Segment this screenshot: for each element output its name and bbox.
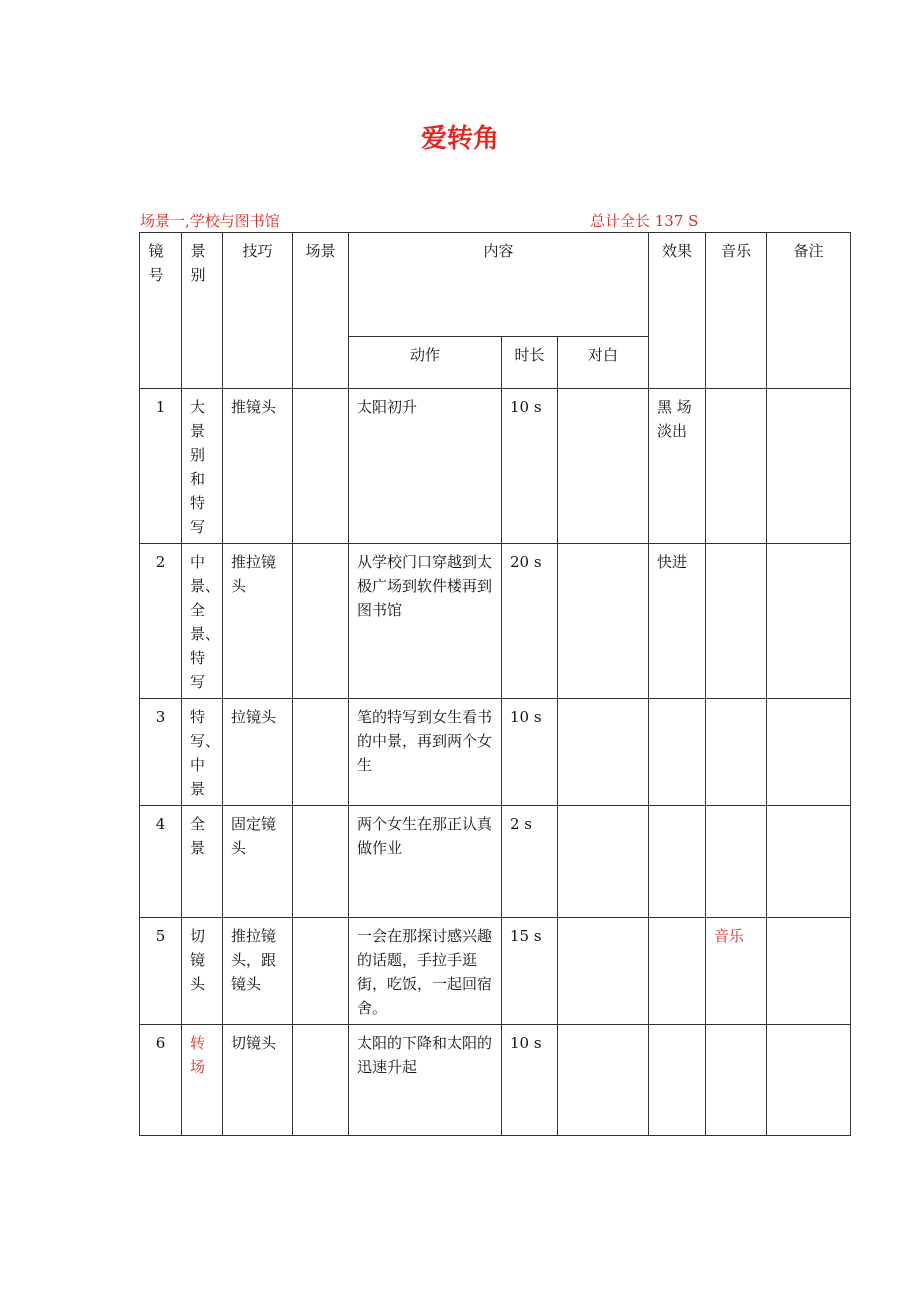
- cell-shot-type: 中景、全景、特写: [182, 544, 223, 699]
- cell-music: [706, 544, 767, 699]
- header-scene: 场景: [293, 233, 349, 389]
- header-effect: 效果: [649, 233, 706, 389]
- table-row: [140, 918, 851, 1025]
- cell-technique: 拉镜头: [223, 699, 293, 806]
- table-row: [140, 389, 851, 544]
- cell-dialogue: [558, 544, 649, 699]
- cell-music: [706, 806, 767, 918]
- cell-scene: [293, 699, 349, 806]
- cell-scene: [293, 544, 349, 699]
- cell-shot-no: 4: [140, 806, 182, 918]
- cell-action: 太阳的下降和太阳的迅速升起: [349, 1025, 502, 1136]
- cell-effect: [649, 806, 706, 918]
- cell-technique: 推拉镜头，跟镜头: [223, 918, 293, 1025]
- cell-effect: [649, 1025, 706, 1136]
- cell-duration: 2 s: [502, 806, 558, 918]
- cell-action: 一会在那探讨感兴趣的话题，手拉手逛街，吃饭，一起回宿舍。: [349, 918, 502, 1025]
- cell-shot-type: 全景: [182, 806, 223, 918]
- header-dialogue: 对白: [558, 337, 649, 389]
- table-row: [140, 806, 851, 918]
- cell-shot-no: 6: [140, 1025, 182, 1136]
- cell-remarks: [767, 806, 851, 918]
- cell-shot-no: 1: [140, 389, 182, 544]
- cell-dialogue: [558, 806, 649, 918]
- cell-shot-no: 2: [140, 544, 182, 699]
- table-row: [140, 699, 851, 806]
- cell-scene: [293, 918, 349, 1025]
- cell-scene: [293, 1025, 349, 1136]
- table-row: [140, 544, 851, 699]
- cell-shot-type: 特写、中景: [182, 699, 223, 806]
- cell-action: 从学校门口穿越到太极广场到软件楼再到图书馆: [349, 544, 502, 699]
- cell-shot-type: 切镜头: [182, 918, 223, 1025]
- cell-technique: 推镜头: [223, 389, 293, 544]
- cell-effect: [649, 918, 706, 1025]
- cell-music: [706, 699, 767, 806]
- cell-scene: [293, 389, 349, 544]
- header-row: [140, 233, 851, 337]
- table-row: [140, 1025, 851, 1136]
- header-duration: 时长: [502, 337, 558, 389]
- cell-action: 两个女生在那正认真做作业: [349, 806, 502, 918]
- cell-shot-type: 大景别和特写: [182, 389, 223, 544]
- cell-effect: [649, 699, 706, 806]
- cell-duration: 15 s: [502, 918, 558, 1025]
- cell-duration: 10 s: [502, 1025, 558, 1136]
- header-action: 动作: [349, 337, 502, 389]
- scene-label: 场景一,学校与图书馆: [140, 212, 280, 230]
- header-technique: 技巧: [223, 233, 293, 389]
- cell-remarks: [767, 544, 851, 699]
- cell-music: [706, 389, 767, 544]
- cell-remarks: [767, 1025, 851, 1136]
- storyboard-table: [139, 232, 851, 1136]
- header-shot-type: 景别: [182, 233, 223, 389]
- cell-remarks: [767, 918, 851, 1025]
- cell-dialogue: [558, 1025, 649, 1136]
- cell-shot-no: 5: [140, 918, 182, 1025]
- cell-technique: 切镜头: [223, 1025, 293, 1136]
- cell-action: 笔的特写到女生看书的中景，再到两个女生: [349, 699, 502, 806]
- cell-technique: 推拉镜头: [223, 544, 293, 699]
- cell-scene: [293, 806, 349, 918]
- header-remarks: 备注: [767, 233, 851, 389]
- header-music: 音乐: [706, 233, 767, 389]
- cell-duration: 10 s: [502, 389, 558, 544]
- cell-remarks: [767, 699, 851, 806]
- total-length-label: 总计全长 137 S: [590, 212, 699, 230]
- cell-dialogue: [558, 389, 649, 544]
- cell-shot-no: 3: [140, 699, 182, 806]
- header-shot-no: 镜号: [140, 233, 182, 389]
- cell-remarks: [767, 389, 851, 544]
- cell-effect: 快进: [649, 544, 706, 699]
- header-content: 内容: [349, 233, 649, 337]
- cell-music: 音乐: [706, 918, 767, 1025]
- cell-shot-type: 转场: [182, 1025, 223, 1136]
- cell-dialogue: [558, 699, 649, 806]
- cell-music: [706, 1025, 767, 1136]
- document-title: 爱转角: [420, 124, 499, 154]
- cell-effect: 黑 场淡出: [649, 389, 706, 544]
- cell-action: 太阳初升: [349, 389, 502, 544]
- cell-duration: 20 s: [502, 544, 558, 699]
- cell-duration: 10 s: [502, 699, 558, 806]
- cell-dialogue: [558, 918, 649, 1025]
- cell-technique: 固定镜头: [223, 806, 293, 918]
